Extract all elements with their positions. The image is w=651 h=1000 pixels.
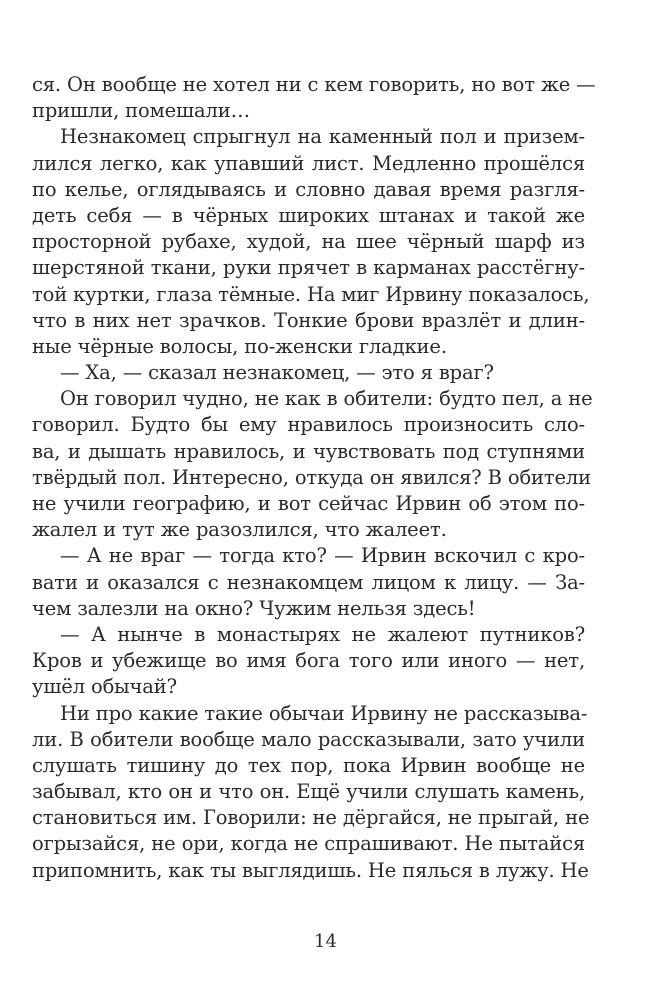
text-line: становиться им. Говорили: не дёргайся, не прыгай, не: [32, 806, 590, 830]
text-line: Он говорил чудно, не как в обители: будто пел, а не: [60, 387, 593, 411]
text-line: деть себя — в чёрных широких штанах и такой же: [32, 203, 585, 227]
text-line: жалел и тут же разозлился, что жалеет.: [32, 518, 447, 542]
text-line: ва, и дышать нравилось, и чувствовать под ступнями: [32, 439, 585, 463]
text-line: просторной рубахе, худой, на шее чёрный шарф из: [32, 230, 585, 254]
text-line: ные чёрные волосы, по-женски гладкие.: [32, 334, 447, 358]
text-line: ушёл обычай?: [32, 675, 177, 699]
text-line: припомнить, как ты выглядишь. Не пялься в лужу. Не: [32, 858, 589, 882]
text-line: Ни про какие такие обычаи Ирвину не рассказыва-: [60, 701, 588, 725]
text-line: Незнакомец спрыгнул на каменный пол и призем-: [60, 125, 585, 149]
text-line: вати и оказался с незнакомцем лицом к лицу. — За-: [32, 570, 585, 594]
text-line: шерстяной ткани, руки прячет в карманах расстёгну-: [32, 256, 585, 280]
text-line: пришли, помешали…: [32, 99, 250, 123]
text-line: Кров и убежище во имя бога того или иного — нет,: [32, 649, 585, 673]
text-line: говорил. Будто бы ему нравилось произносить сло-: [32, 413, 585, 437]
text-line: не учили географию, и вот сейчас Ирвин об этом по-: [32, 492, 585, 515]
text-line: — А нынче в монастырях не жалеют путников?: [60, 622, 585, 646]
text-line: ся. Он вообще не хотел ни с кем говорить, но вот же —: [32, 73, 596, 96]
text-line: по келье, оглядываясь и словно давая время разгля-: [32, 177, 585, 201]
text-line: чем залезли на окно? Чужим нельзя здесь!: [32, 596, 476, 620]
text-line: забывал, кто он и что он. Ещё учили слушать камень,: [32, 780, 585, 804]
text-line: — Ха, — сказал незнакомец, — это я враг?: [60, 361, 494, 385]
text-line: той куртки, глаза тёмные. На миг Ирвину показалось,: [32, 282, 590, 306]
text-line: твёрдый пол. Интересно, откуда он явился? В обители: [32, 465, 592, 489]
page-number: 14: [314, 931, 337, 952]
text-line: лился легко, как упавший лист. Медленно прошёлся: [32, 151, 585, 175]
text-line: огрызайся, не ори, когда не спрашивают. Не пытайся: [32, 832, 585, 856]
text-line: слушать тишину до тех пор, пока Ирвин вообще не: [32, 753, 585, 777]
text-line: — А не враг — тогда кто? — Ирвин вскочил с кро-: [60, 544, 585, 568]
page-body-text: [32, 72, 596, 884]
text-line: что в них нет зрачков. Тонкие брови вразлёт и длин-: [32, 308, 585, 332]
text-line: ли. В обители вообще мало рассказывали, зато учили: [32, 727, 585, 751]
